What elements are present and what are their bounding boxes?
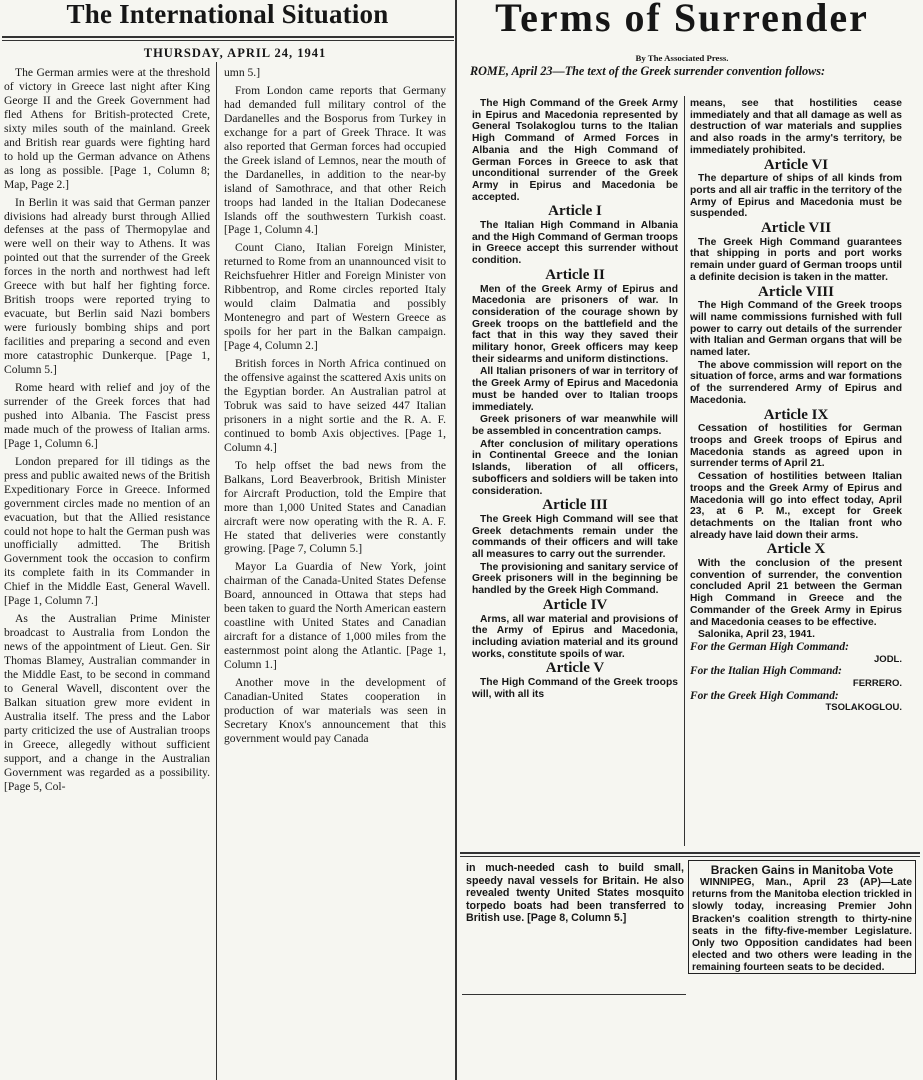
paragraph: umn 5.] [224, 66, 261, 79]
article-paragraph: The Greek High Command will see that Greek detachments remain under the commands of their officers and will take all measures to carry out the surrender. [472, 513, 678, 561]
signing-place-date: Salonika, April 23, 1941. [698, 629, 815, 641]
article-heading: Article V [545, 660, 605, 677]
article-paragraph: After conclusion of military operations in Continental Greece and the Ionian Islands, liberation of all officers, subofficers and soldiers will be taken into consideration. [472, 438, 678, 497]
paragraph: Rome heard with relief and joy of the surrender of the Greek forces that had pushed into Albania. The Fascist press made much of the prowess of Italian arms. [Page 1, Column 6.] [4, 380, 210, 450]
section-rule-top [460, 852, 920, 854]
article-paragraph: All Italian prisoners of war in territory of the Greek Army of Epirus and Macedonia must be handed over to Italian troops immediately. [472, 366, 678, 413]
international-column-2 [224, 66, 446, 1080]
headline-rule-top [2, 36, 454, 38]
article-heading: Article VIII [758, 283, 834, 300]
date-line: THURSDAY, APRIL 24, 1941 [143, 46, 327, 60]
article-paragraph: The High Command of the Greek troops will, with all its [472, 677, 678, 700]
signature-line: For the German High Command: [690, 640, 849, 653]
article-paragraph: The Greek High Command guarantees that shipping in ports and port works remain under guard of German troops until a definite decision is taken in the matter. [690, 236, 902, 283]
article-paragraph: The High Command of the Greek Army in Epirus and Macedonia represented by General Tsolakoglou turns to the Italian High Command of Armed Forces in Albania and the High Command of German Forces in Greece to ask that unconditional surrender of the Greek Army in Epirus and Macedonia be accepted. [472, 98, 678, 203]
article-paragraph: The provisioning and sanitary service of Greek prisoners will in the beginning be handled by the Greek High Command. [472, 561, 678, 597]
box-text: WINNIPEG, Man., April 23 (AP)—Late returns from the Manitoba election trickled in slowly today, increasing Premier John Bracken's coalition strength to thirty-nine seats in the fifty-five-member Legislature. Only two Opposition candidates had been elected and two others were leading in the remaining fourteen seats to be decided. [692, 877, 912, 974]
article-paragraph: The departure of ships of all kinds from ports and all air traffic in the territory of the Army of Epirus and Macedonia must be suspended. [690, 173, 902, 220]
column-divider-1 [216, 62, 217, 1080]
byline: By The Associated Press. [635, 53, 729, 63]
article-heading: Article I [548, 203, 602, 220]
article-heading: Article II [545, 266, 605, 283]
article-paragraph: Men of the Greek Army of Epirus and Macedonia are prisoners of war. In consideration of the courage shown by Greek troops on the battlefield and the fact that in this way they saved their military honor, Greek officers may keep their sidearms and uniform distinctions. [472, 283, 678, 365]
article-paragraph: The High Command of the Greek troops will name commissions furnished with full power to carry out details of the surrender with Italian and German organs that will be named later. [690, 300, 902, 359]
international-column-1 [4, 66, 210, 1080]
article-heading: Article IX [763, 406, 829, 423]
headline-international-situation: The International Situation [66, 0, 389, 29]
dateline: ROME, April 23 [470, 64, 553, 78]
manitoba-vote-box [688, 860, 916, 974]
paragraph: From London came reports that Germany had demanded full military control of the Dardanelles and the Bosporus from Turkey in exchange for a part of Greek Thrace. It was also reported that German forces had occupied the Greek island of Lemnos, near the mouth of the Dardanelles, in addition to the near-by island of Samothrace, and that other Reich troops had landed in the Italian Dodecanese Islands off the southwestern Turkish coast. [Page 1, Column 4.] [224, 83, 446, 237]
international-continuation [466, 862, 684, 990]
paragraph: The German armies were at the threshold of victory in Greece last night after King George II and the Greek Government had fled Athens for British-protected Crete, sixty miles south of the mainland. Greek and British rear guards were fighting hard to hold up the German advance on Athens as long as possible. [Page 1, Column 8; Map, Page 2.] [4, 66, 210, 191]
signature-line: For the Greek High Command: [690, 689, 839, 702]
surrender-column-2 [690, 98, 902, 858]
paragraph: Another move in the development of Canadian-United States cooperation in production of war materials was seen in Secretary Knox's announcement that this government would pay Canada [224, 676, 446, 745]
article-paragraph: means, see that hostilities cease immediately and that all damage as well as destruction of war materials and supplies and also roads in the army's territory, be immediately prohibited. [690, 98, 902, 156]
box-headline: Bracken Gains in Manitoba Vote [710, 863, 894, 877]
article-paragraph: Arms, all war material and provisions of the Army of Epirus and Macedonia, including aviation material and its ground works, constitute spoils of war. [472, 613, 678, 660]
paragraph: British forces in North Africa continued on the offensive against the scattered Axis units on the Egyptian border. An Australian patrol at Tobruk was said to have seized 447 Italian prisoners in a night sortie and the R. A. F. continued to bomb Axis objectives. [Page 1, Column 4.] [224, 357, 446, 454]
continuation-text: in much-needed cash to build small, speedy naval vessels for Britain. He also revealed twenty United States mosquito torpedo boats had been transferred to British use. [Page 8, Column 5.] [466, 862, 684, 925]
continuation-rule [462, 994, 686, 995]
surrender-lede [470, 64, 898, 78]
article-paragraph: Cessation of hostilities between Italian troops and the Greek Army of Epirus and Macedonia will go into effect today, April 23, at 6 P. M., except for Greek detachments on the Italian front who already have laid down their arms. [690, 471, 902, 541]
headline-terms-of-surrender: Terms of Surrender [495, 0, 869, 40]
paragraph: To help offset the bad news from the Balkans, Lord Beaverbrook, British Minister for Aircraft Production, told the Empire that more than 1,000 United States and Canadian aircraft were now operating with the R. A. F. He stated that deliveries were constantly growing. [Page 7, Column 5.] [224, 458, 446, 556]
signature-line: For the Italian High Command: [690, 665, 842, 678]
signatory-name: JODL. [874, 653, 902, 665]
article-heading: Article VII [760, 220, 832, 237]
section-rule-bottom [460, 856, 920, 857]
lede-text: —The text of the Greek surrender convention follows: [552, 64, 826, 78]
column-divider-2 [684, 96, 685, 846]
paragraph: Count Ciano, Italian Foreign Minister, returned to Rome from an unannounced visit to Reichsfuehrer Hitler and Foreign Minister von Ribbentrop, and Rome circles reported Italy would claim Dalmatia and possibly Montenegro and part of Western Greece as spoils for her part in the Balkan campaign. [Page 4, Column 2.] [224, 241, 446, 353]
article-paragraph: The Italian High Command in Albania and the High Command of German troops in Greece accept this surrender without condition. [472, 220, 678, 267]
article-heading: Article VI [763, 156, 829, 173]
article-paragraph: The above commission will report on the situation of force, arms and war formations of the surrendered Army of Epirus and Macedonia. [690, 359, 902, 406]
article-paragraph: Cessation of hostilities for German troops and Greek troops of Epirus and Macedonia stands as agreed upon in surrender terms of April 21. [690, 423, 902, 470]
paragraph: As the Australian Prime Minister broadcast to Australia from London the news of the appointment of Lieut. Gen. Sir Thomas Blamey, Australian commander in the Middle East, to be second in command to General Wavell, discontent over the Balkan situation grew more evident in Australia itself. The press and the Labor party criticized the use of Australian troops in Greece, allegedly without sufficient support, and a change in the Australian Government was regarded as a possibility. [Page 5, Col- [4, 612, 210, 793]
paragraph: Mayor La Guardia of New York, joint chairman of the Canada-United States Defense Board, announced in Ottawa that steps had been taken to guard the North American eastern coastline with United States and Canadian aircraft for a distance of 1,000 miles from the easternmost point along the Atlantic. [Page 1, Column 1.] [224, 560, 446, 672]
signatory-name: FERRERO. [852, 678, 902, 690]
paragraph: London prepared for ill tidings as the press and public awaited news of the British Expeditionary Force in Greece. Informed government circles made no mention of an evacuation, but that the Allied resistance could not hope to halt the German push was unofficially admitted. The British Government took the occasion to confirm its complete faith in its Commander in Chief in the Middle East, General Wavell. [Page 1, Column 7.] [4, 454, 210, 608]
headline-rule-bottom [2, 40, 454, 41]
article-paragraph: With the conclusion of the present convention of surrender, the convention concluded April 21 between the German High Command in Greece and the Commander of the Greek Army in Epirus and Macedonia ceases to be effective. [690, 558, 902, 628]
article-heading: Article III [542, 497, 608, 514]
article-paragraph: Greek prisoners of war meanwhile will be assembled in concentration camps. [472, 414, 678, 437]
article-heading: Article IV [542, 596, 608, 613]
signatory-name: TSOLAKOGLOU. [825, 702, 902, 714]
surrender-column-1 [472, 98, 678, 840]
article-heading: Article X [766, 541, 826, 558]
paragraph: In Berlin it was said that German panzer divisions had already burst through Allied defenses at the pass of Thermopylae and were well on their way to Athens. It was pointed out that the surrender of the Greek forces in the north and northwest had left Greece with but half her fighting force. British troops were reported trying to evacuate, but Berlin said Nazi bombers were furiously bombing ships and port facilities and preparing a second and even more catastrophic Dunkerque. [Page 1, Column 5.] [4, 195, 210, 377]
page-divider [455, 0, 457, 1080]
